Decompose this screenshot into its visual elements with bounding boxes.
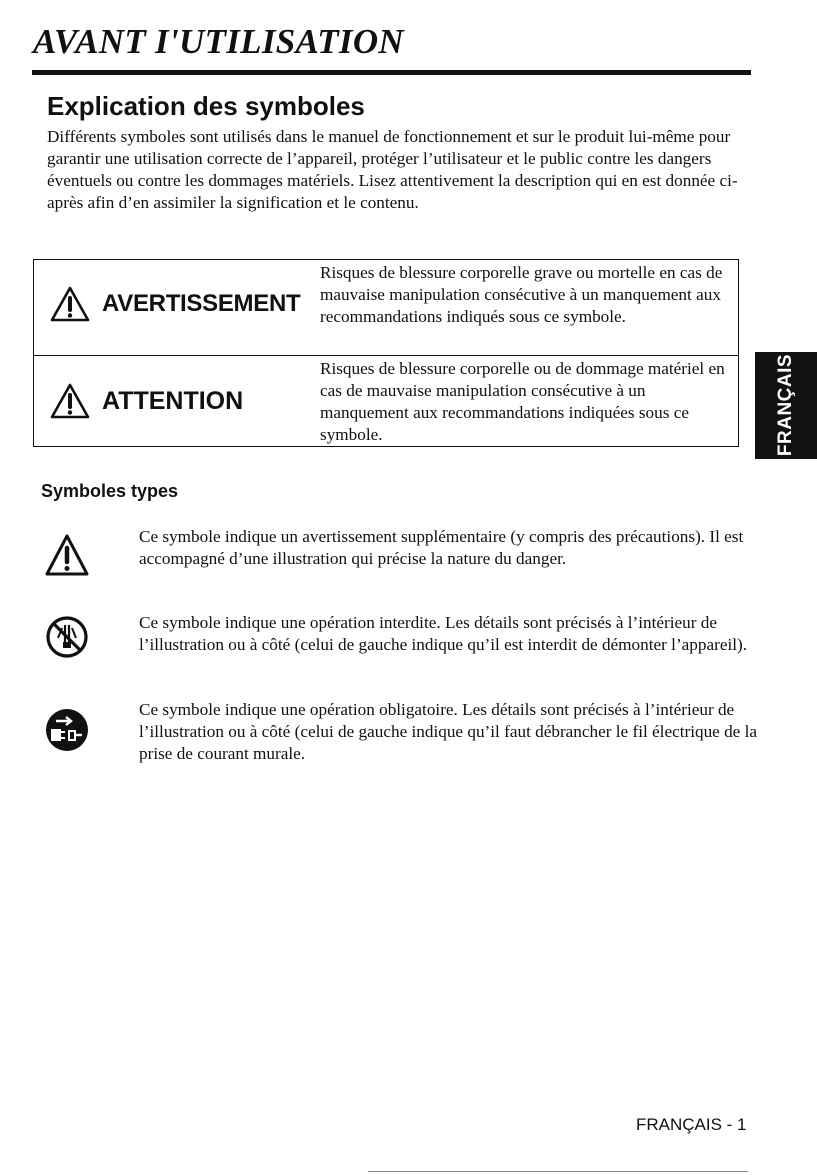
page-footer: FRANÇAIS - 1 xyxy=(636,1115,747,1134)
warning-triangle-icon xyxy=(50,286,90,322)
warning-table xyxy=(33,259,739,447)
warning-label-group xyxy=(50,286,300,322)
language-side-tab-label: FRANÇAIS xyxy=(775,353,796,457)
symbol-description: Ce symbole indique une opération obligatoire. Les détails sont précisés à l’intérieur de l’illustration ou à côté (celui de gauche indique qu’il faut débrancher le fil électrique de la prise de courant murale. xyxy=(139,700,758,763)
header-rule xyxy=(32,70,751,75)
warning-row-avertissement xyxy=(34,260,738,356)
warning-triangle-icon xyxy=(50,383,90,419)
symbol-description: Ce symbole indique un avertissement supplémentaire (y compris des précautions). Il est accompagné d’une illustration qui précise la nature du danger. xyxy=(139,527,744,568)
unplug-icon xyxy=(44,707,90,753)
page-header-title: AVANT I'UTILISATION xyxy=(33,22,404,61)
intro-paragraph: Différents symboles sont utilisés dans le manuel de fonctionnement et sur le produit lui-même pour garantir une utilisation correcte de l’appareil, protéger l’utilisateur et le public contre les dangers éventuels ou contre les dommages matériels. Lisez attentivement la description qui en est donnée ci-après afin d’en assimiler la signification et le contenu. xyxy=(47,127,738,212)
warning-description: Risques de blessure corporelle grave ou mortelle en cas de mauvaise manipulation consécutive à un manquement aux recommandations indiqués sous ce symbole. xyxy=(320,263,723,326)
attention-description: Risques de blessure corporelle ou de dommage matériel en cas de mauvaise manipulation consécutive à un manquement aux recommandations indiquées sous ce symbole. xyxy=(320,359,725,444)
warning-label: AVERTISSEMENT xyxy=(102,290,301,317)
section-title: Explication des symboles xyxy=(47,91,365,121)
symbol-description: Ce symbole indique une opération interdite. Les détails sont précisés à l’intérieur de l’illustration ou à côté (celui de gauche indique qu’il est interdit de démonter l’appareil). xyxy=(139,613,748,654)
attention-label-group xyxy=(50,383,243,419)
language-side-tab xyxy=(755,352,817,459)
warning-row-attention xyxy=(34,356,738,446)
attention-label: ATTENTION xyxy=(102,386,244,415)
no-disassembly-icon xyxy=(44,614,90,660)
symbol-types-title: Symboles types xyxy=(41,481,179,501)
bottom-edge-line xyxy=(368,1171,748,1172)
caution-triangle-icon xyxy=(44,532,90,578)
